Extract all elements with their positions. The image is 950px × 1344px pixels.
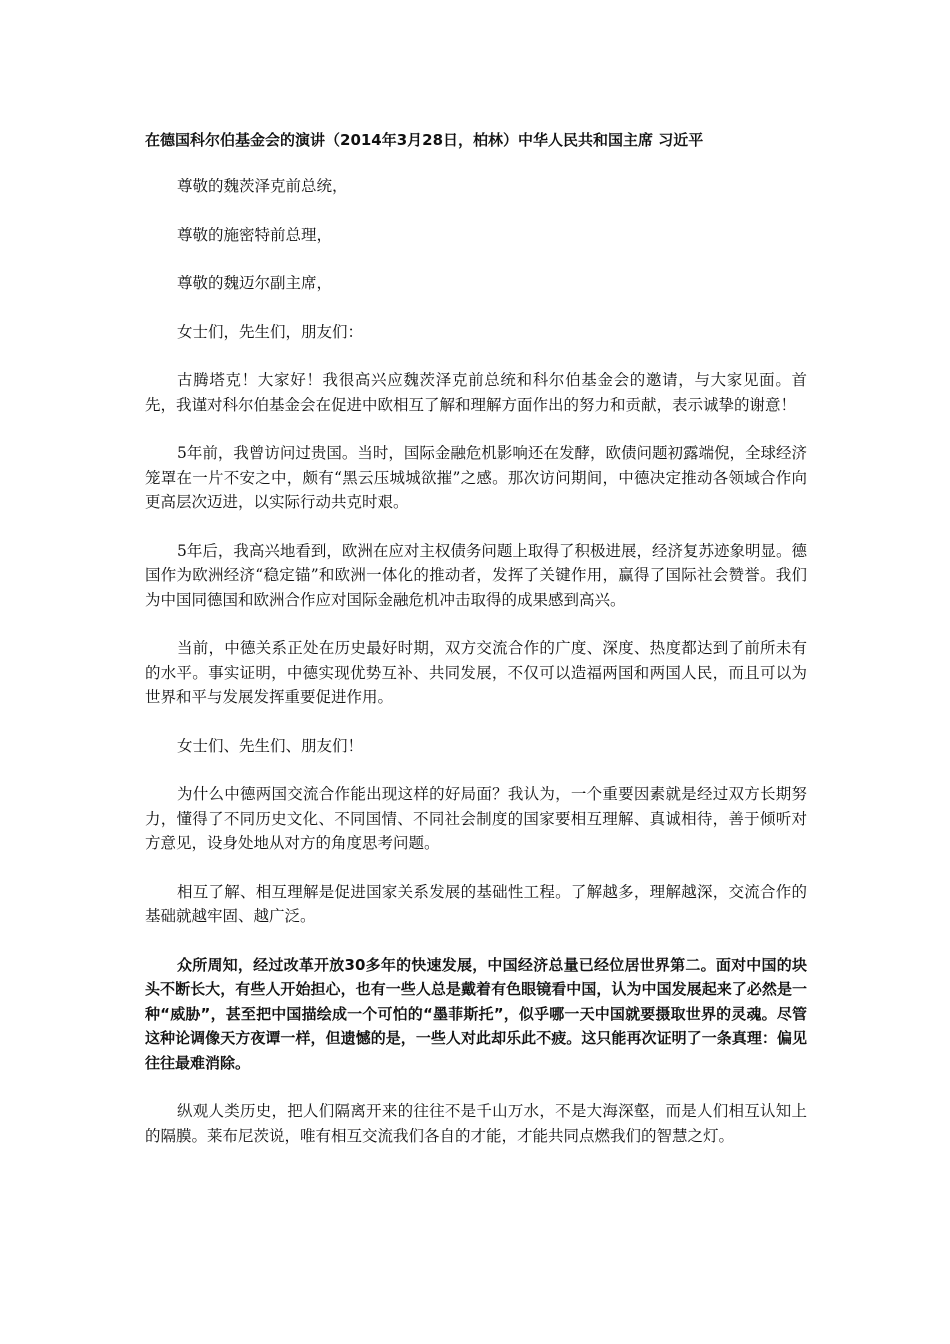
document-body [145, 174, 807, 1148]
paragraph: 当前，中德关系正处在历史最好时期，双方交流合作的广度、深度、热度都达到了前所未有的水平。事实证明，中德实现优势互补、共同发展，不仅可以造福两国和两国人民，而且可以为世界和平与发展发挥重要促进作用。 [145, 639, 807, 706]
paragraph: 尊敬的魏茨泽克前总统， [177, 177, 348, 195]
paragraph: 古腾塔克！大家好！我很高兴应魏茨泽克前总统和科尔伯基金会的邀请，与大家见面。首先，我谨对科尔伯基金会在促进中欧相互了解和理解方面作出的努力和贡献，表示诚挚的谢意！ [145, 371, 807, 414]
paragraph: 女士们，先生们，朋友们： [177, 322, 364, 341]
paragraph: 女士们、先生们、朋友们！ [177, 736, 364, 755]
document-page [145, 128, 807, 1172]
paragraph: 相互了解、相互理解是促进国家关系发展的基础性工程。了解越多，理解越深，交流合作的基础就越牢固、越广泛。 [145, 882, 807, 925]
paragraph: 众所周知，经过改革开放30多年的快速发展，中国经济总量已经位居世界第二。面对中国的块头不断长大，有些人开始担心，也有一些人总是戴着有色眼镜看中国，认为中国发展起来了必然是一种“威胁”，甚至把中国描绘成一个可怕的“墨菲斯托”，似乎哪一天中国就要摄取世界的灵魂。尽管这种论调像天方夜谭一样，但遗憾的是，一些人对此却乐此不疲。这只能再次证明了一条真理：偏见往往最难消除。 [145, 955, 807, 1072]
paragraph: 纵观人类历史，把人们隔离开来的往往不是千山万水，不是大海深壑，而是人们相互认知上的隔膜。莱布尼茨说，唯有相互交流我们各自的才能，才能共同点燃我们的智慧之灯。 [145, 1102, 807, 1145]
paragraph: 5年后，我高兴地看到，欧洲在应对主权债务问题上取得了积极进展，经济复苏迹象明显。德国作为欧洲经济“稳定锚”和欧洲一体化的推动者，发挥了关键作用，赢得了国际社会赞誉。我们为中国同德国和欧洲合作应对国际金融危机冲击取得的成果感到高兴。 [145, 541, 807, 609]
paragraph: 5年前，我曾访问过贵国。当时，国际金融危机影响还在发酵，欧债问题初露端倪，全球经济笼罩在一片不安之中，颇有“黑云压城城欲摧”之感。那次访问期间，中德决定推动各领域合作向更高层次迈进，以实际行动共克时艰。 [145, 444, 807, 511]
document-title: 在德国科尔伯基金会的演讲（2014年3月28日，柏林）中华人民共和国主席 习近平 [145, 131, 704, 149]
paragraph: 为什么中德两国交流合作能出现这样的好局面？我认为，一个重要因素就是经过双方长期努力，懂得了不同历史文化、不同国情、不同社会制度的国家要相互理解、真诚相待，善于倾听对方意见，设身处地从对方的角度思考问题。 [145, 785, 807, 852]
paragraph: 尊敬的施密特前总理， [177, 225, 333, 244]
paragraph: 尊敬的魏迈尔副主席， [177, 274, 333, 292]
